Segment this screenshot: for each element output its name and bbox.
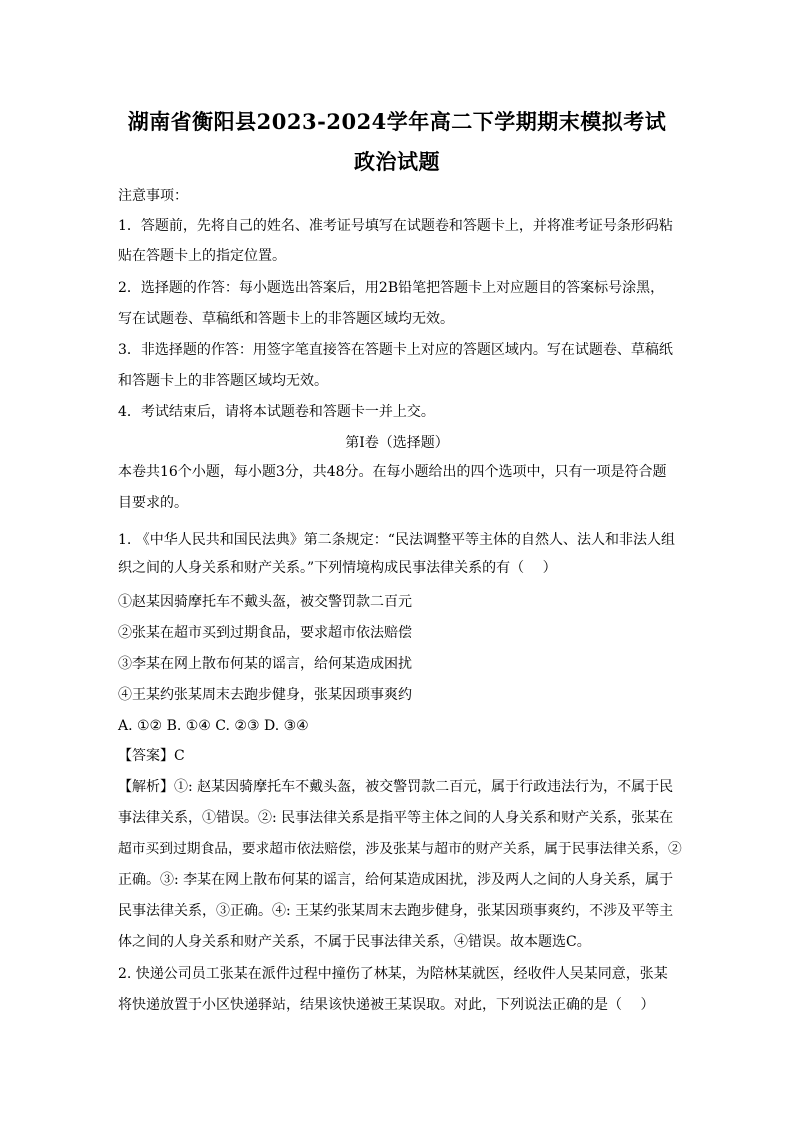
page-title: 湖南省衡阳县2023-2024学年高二下学期期末模拟考试 [127, 109, 667, 134]
q1-analysis: 体之间的人身关系和财产关系，不属于民事法律关系，④错误。故本题选C。 [118, 934, 591, 950]
notice-line: 写在试题卷、草稿纸和答题卡上的非答题区域均无效。 [118, 311, 454, 327]
q1-stem: 织之间的人身关系和财产关系。”下列情境构成民事法律关系的有（ ） [118, 560, 557, 576]
notice-line: 2．选择题的作答：每小题选出答案后，用2B铅笔把答题卡上对应题目的答案标号涂黑， [118, 280, 665, 296]
q1-options: A. ①② B. ①④ C. ②③ D. ③④ [118, 718, 309, 734]
notice-line: 3．非选择题的作答：用签字笔直接答在答题卡上对应的答题区域内。写在试题卷、草稿纸 [118, 342, 673, 358]
q1-item: ④王某约张某周末去跑步健身，张某因琐事爽约 [118, 687, 412, 703]
q2-stem: 将快递放置于小区快递驿站，结果该快递被王某误取。对此，下列说法正确的是（ ） [118, 997, 655, 1013]
q1-analysis: 【解析】①: 赵某因骑摩托车不戴头盔，被交警罚款二百元，属于行政违法行为，不属于民 [118, 779, 674, 795]
notice-line: 1．答题前，先将自己的姓名、准考证号填写在试题卷和答题卡上，并将准考证号条形码粘 [118, 218, 673, 234]
q1-item: ③李某在网上散布何某的谣言，给何某造成困扰 [118, 656, 412, 672]
page-subtitle: 政治试题 [354, 149, 440, 174]
notice-line: 4．考试结束后，请将本试题卷和答题卡一并上交。 [118, 404, 435, 420]
notice-line: 和答题卡上的非答题区域均无效。 [118, 373, 328, 389]
notice-heading: 注意事项： [118, 188, 188, 204]
q1-item: ①赵某因骑摩托车不戴头盔，被交警罚款二百元 [118, 594, 412, 610]
q1-answer: 【答案】C [118, 748, 185, 764]
q1-analysis: 正确。③: 李某在网上散布何某的谣言，给何某造成困扰，涉及两人之间的人身关系，属于 [118, 872, 674, 888]
notice-line: 贴在答题卡上的指定位置。 [118, 248, 286, 264]
q2-stem: 2. 快递公司员工张某在派件过程中撞伤了林某，为陪林某就医，经收件人吴某同意，张某 [118, 966, 668, 982]
q1-item: ②张某在超市买到过期食品，要求超市依法赔偿 [118, 625, 412, 641]
section-heading: 第Ⅰ卷（选择题） [345, 435, 449, 451]
section-intro: 本卷共16个小题，每小题3分，共48分。在每小题给出的四个选项中，只有一项是符合题 [118, 464, 667, 480]
q1-stem: 1. 《中华人民共和国民法典》第二条规定：“民法调整平等主体的自然人、法人和非法人组 [118, 532, 675, 548]
section-intro: 目要求的。 [118, 495, 188, 511]
q1-analysis: 超市买到过期食品，要求超市依法赔偿，涉及张某与超市的财产关系，属于民事法律关系，② [118, 841, 682, 857]
q1-analysis: 事法律关系，①错误。②: 民事法律关系是指平等主体之间的人身关系和财产关系，张某在 [118, 810, 674, 826]
q1-analysis: 民事法律关系，③正确。④: 王某约张某周末去跑步健身，张某因琐事爽约，不涉及平等主 [118, 903, 674, 919]
